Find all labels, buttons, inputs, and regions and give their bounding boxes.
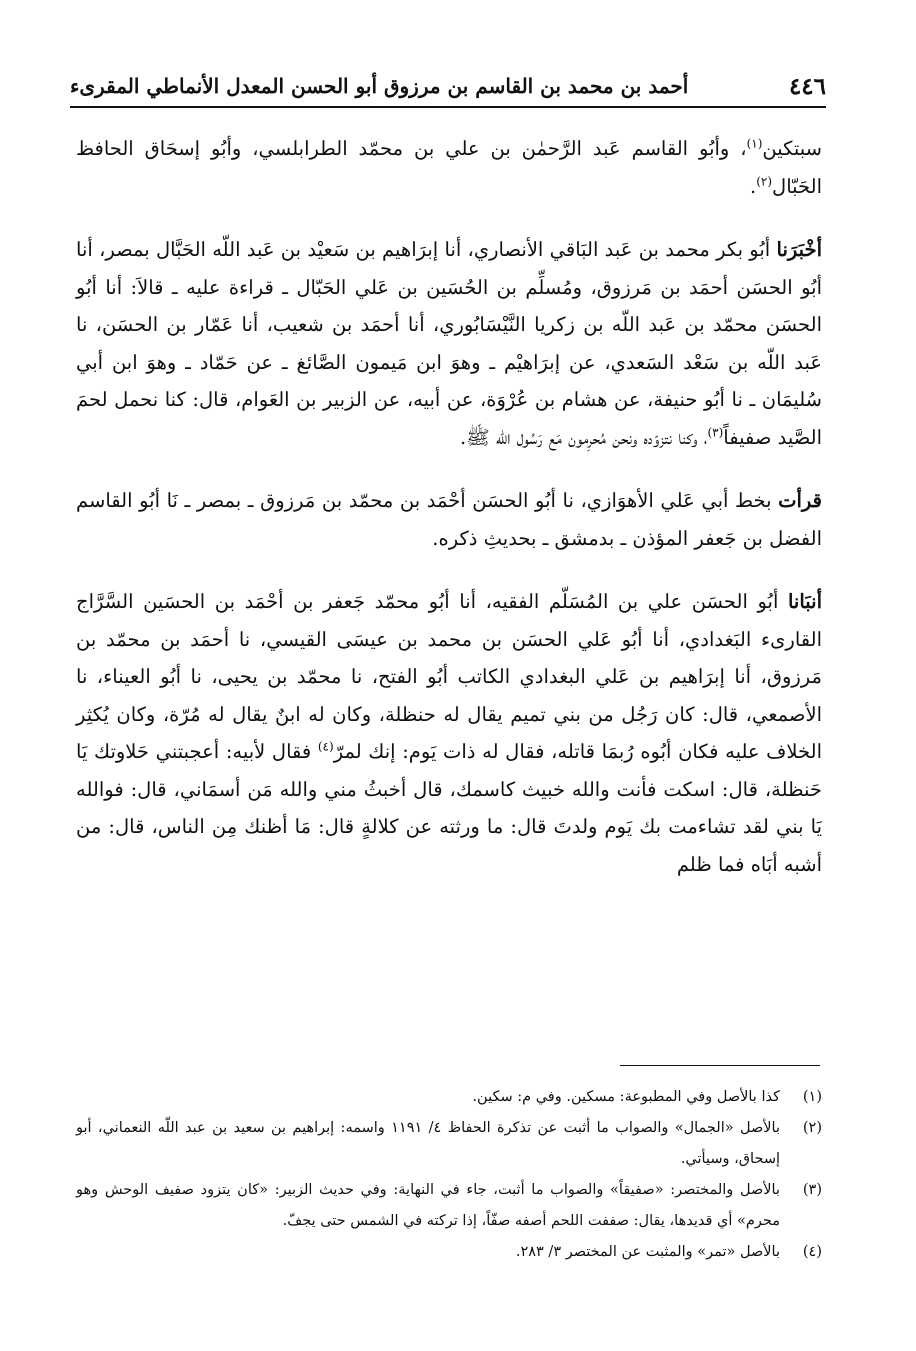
text-span: ، وكنا نتزوّده ونحن مُحرِمون مَع رَسُول الله ﷺ. [459, 425, 708, 449]
paragraph-lead-word: أنبَانا [787, 590, 822, 613]
text-span: ، وأبُو القاسم عَبد الرَّحمٰن بن علي بن محمّد الطرابلسي، وأبُو إسحَاق الحافظ الحَبّال [76, 137, 822, 198]
footnote-ref-3: (٣) [707, 425, 724, 439]
footnote-text: بالأصل والمختصر: «صفيقاً» والصواب ما أثبت، جاء في النهاية: وفي حديث الزبير: «كان يتزود صفيف الوحش وهو محرم» أي قديدها، يقال: صففت اللحم أصفه صفّاً، إذا تركته في الشمس حتى يجفّ. [76, 1182, 780, 1229]
text-span: أبُو بكر محمد بن عَبد البَاقي الأنصاري، أنا إبرَاهيم بن سَعيْد بن عَبد اللّه الحَبَّال بمصر، أنا أبُو الحسَن أحمَد بن مَرزوق، ومُسلِّم بن الحُسَين بن عَلي الحَبّال ـ قراءة عليه ـ قالاَ: أنا أبُو الحسَن محمّد بن عَبد اللّه بن زكريا النَّيْسَابُوري، أنا أحمَد بن شعيب، أنا عَمّار بن الحسَن، نا عَبد اللّه بن سَعْد السَعدي، عن إبرَاهيْم ـ وهوَ ابن مَيمون الصَّائغ ـ عن حَمّاد ـ وهوَ ابن أبي سُليمَان ـ نا أبُو حنيفة، عن هشام بن عُرْوَة، عن أبيه، عن الزبير بن العَوام، قال: كنا نحمل لحمَ الصَّيد صفيفاً [76, 238, 822, 449]
footnote-number: (٤) [802, 1244, 822, 1260]
paragraph-lead-word: أخْبَرَنا [776, 238, 822, 261]
footnote-ref-1: (١) [746, 136, 763, 151]
footnotes [76, 1082, 822, 1268]
footnote-1 [76, 1082, 822, 1113]
footnote-text: بالأصل «تمر» والمثبت عن المختصر ٣/ ٢٨٣. [515, 1244, 780, 1260]
paragraph-lead-word: قرأت [778, 489, 822, 512]
paragraph-4 [76, 583, 822, 883]
text-span: بخط أبي عَلي الأهوَازي، نا أبُو الحسَن أحْمَد بن محمّد بن مَرزوق ـ بمصر ـ نَا أبُو القاسم الفضل بن جَعفر المؤذن ـ بدمشق ـ بحديثِ ذكره. [76, 489, 822, 550]
footnote-ref-2: (٢) [756, 174, 773, 188]
main-text [76, 130, 822, 909]
text-span: سبتكين [762, 137, 822, 160]
footnote-text: كذا بالأصل وفي المطبوعة: مسكين. وفي م: سكين. [472, 1089, 780, 1105]
footnote-ref-4: (٤) [317, 739, 334, 754]
page-header [70, 66, 826, 108]
footnote-3 [76, 1175, 822, 1237]
footnote-4 [76, 1237, 822, 1268]
footnote-number: (١) [802, 1089, 822, 1105]
running-title: أحمد بن محمد بن القاسم بن مرزوق أبو الحسن المعدل الأنماطي المقرىء [70, 74, 689, 98]
text-span: أبُو الحسَن علي بن المُسَلّم الفقيه، أنا أبُو محمّد جَعفر بن أحْمَد بن الحسَين السَّرَّاج القارىء البَغدادي، أنا أبُو عَلي الحسَن بن محمد بن عيسَى القيسي، نا أحمَد بن محمّد بن مَرزوق، أنا إبرَاهيم بن عَلي البغدادي الكاتب أبُو الفتح، نا محمّد بن يحيى، نا أبُو العيناء، نا الأصمعي، قال: كان رَجُل من بني تميم يقال له حنظلة، وكان له ابنٌ يقال له مُرّة، وكان يُكثِر الخلاف عليه فكان أبُوه رُبمَا قاتله، فقال له ذات يَوم: إنك لمرّ [76, 590, 822, 763]
footnote-number: (٢) [802, 1120, 822, 1136]
page-number: ٤٤٦ [788, 72, 826, 100]
text-span: فقال لأبيه: أعجبتني حَلاوتك يَا حَنظلة، قال: اسكت فأنت والله خبيث كاسمك، قال أخبثُ مني والله مَن أسمَاني، قال: فوالله يَا بني لقد تشاءمت بك يَوم ولدتَ قال: ما ورثته عن كلالةٍ قال: مَا أظنك مِن الناس، قال: من أشبه أبَاه فما ظلم [76, 740, 822, 876]
paragraph-1 [76, 130, 822, 205]
paragraph-3 [76, 482, 822, 557]
paragraph-2 [76, 231, 822, 456]
text-span: . [750, 174, 757, 198]
footnote-number: (٣) [802, 1182, 822, 1198]
footnote-text: بالأصل «الجمال» والصواب ما أثبت عن تذكرة الحفاظ ٤/ ١١٩١ واسمه: إبراهيم بن سعيد بن عبد اللّه النعماني، أبو إسحاق، وسيأتي. [76, 1120, 780, 1167]
footnote-separator [620, 1065, 820, 1066]
footnote-2 [76, 1113, 822, 1175]
